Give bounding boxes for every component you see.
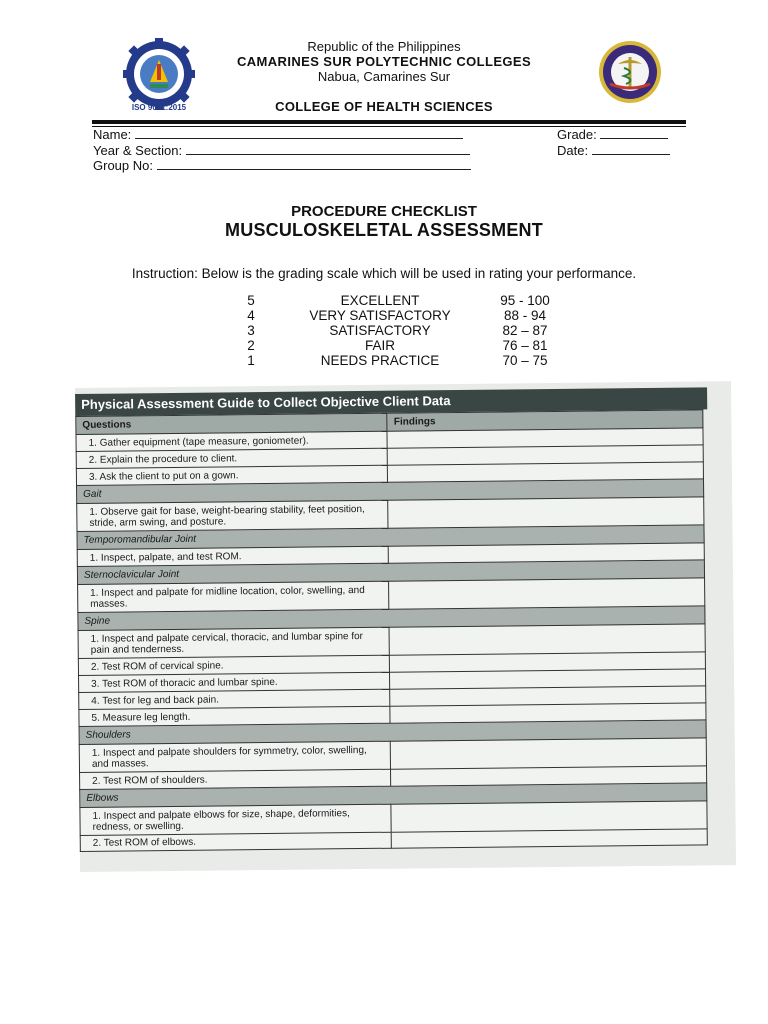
checklist-title: MUSCULOSKELETAL ASSESSMENT [225, 220, 543, 240]
guide-title: Physical Assessment Guide to Collect Objective Client Data [75, 387, 707, 416]
question-cell: 5. Measure leg length. [79, 706, 391, 726]
question-cell: 1. Inspect, palpate, and test ROM. [77, 546, 389, 566]
scale-range: 82 – 87 [502, 323, 548, 338]
findings-cell[interactable] [391, 801, 707, 832]
scale-range: 88 - 94 [503, 308, 547, 323]
checklist-subtitle: PROCEDURE CHECKLIST [291, 203, 477, 220]
group-line[interactable] [157, 158, 471, 170]
scale-label: NEEDS PRACTICE [320, 353, 440, 368]
group-field[interactable] [93, 158, 471, 173]
question-cell: 1. Gather equipment (tape measure, goniometer). [76, 431, 388, 451]
scale-label: EXCELLENT [340, 293, 420, 308]
findings-cell[interactable] [389, 624, 705, 655]
year-section-label: Year & Section: [93, 143, 183, 158]
scale-label: FAIR [364, 338, 395, 353]
grading-scale-row [0, 338, 768, 353]
iso-certification-label: ISO 9001:2015 [131, 103, 187, 112]
name-field[interactable] [93, 127, 463, 142]
findings-header: Findings [387, 410, 703, 431]
college-name: CAMARINES SUR POLYTECHNIC COLLEGES [236, 54, 532, 69]
grading-scale-row [0, 293, 768, 308]
date-label: Date: [557, 143, 589, 158]
scale-score: 3 [247, 323, 255, 338]
grade-line[interactable] [600, 127, 668, 139]
question-cell: 2. Explain the procedure to client. [76, 448, 388, 468]
question-cell: 4. Test for leg and back pain. [79, 689, 391, 709]
name-label: Name: [93, 127, 132, 142]
scale-label: VERY SATISFACTORY [309, 308, 451, 323]
instruction-text: Instruction: Below is the grading scale which will be used in rating your performance. [131, 266, 637, 281]
section-heading: Sternoclavicular Joint [77, 560, 704, 585]
republic-text: Republic of the Philippines [307, 39, 461, 54]
question-cell: 1. Inspect and palpate cervical, thoracic, and lumbar spine for pain and tenderness. [78, 627, 390, 658]
questions-header: Questions [76, 413, 388, 434]
year-section-line[interactable] [186, 143, 470, 155]
assessment-guide-scan [75, 381, 736, 872]
question-cell: 3. Ask the client to put on a gown. [76, 465, 388, 485]
date-field[interactable] [557, 143, 670, 158]
section-heading: Temporomandibular Joint [77, 525, 704, 550]
grade-field[interactable] [557, 127, 668, 142]
scale-score: 2 [247, 338, 255, 353]
question-cell: 3. Test ROM of thoracic and lumbar spine. [79, 672, 391, 692]
section-heading: Gait [77, 479, 704, 504]
scale-range: 76 – 81 [502, 338, 548, 353]
grading-scale-row [0, 323, 768, 338]
section-heading: Shoulders [79, 720, 706, 745]
scale-score: 1 [247, 353, 255, 368]
assessment-guide-table [75, 409, 708, 852]
question-cell: 2. Test ROM of elbows. [80, 832, 392, 851]
grade-label: Grade: [557, 127, 597, 142]
question-cell: 1. Inspect and palpate for midline location, color, swelling, and masses. [78, 581, 390, 612]
year-section-field[interactable] [93, 143, 470, 158]
name-line[interactable] [135, 127, 463, 139]
group-label: Group No: [93, 158, 153, 173]
question-cell: 2. Test ROM of shoulders. [80, 769, 392, 789]
question-cell: 1. Observe gait for base, weight-bearing stability, feet position, stride, arm swing, and posture. [77, 500, 389, 531]
question-cell: 1. Inspect and palpate elbows for size, shape, deformities, redness, or swelling. [80, 804, 392, 835]
question-cell: 1. Inspect and palpate shoulders for symmetry, color, swelling, and masses. [79, 741, 391, 772]
grading-scale-row [0, 308, 768, 323]
scale-score: 5 [247, 293, 255, 308]
scale-label: SATISFACTORY [329, 323, 431, 338]
scale-score: 4 [247, 308, 255, 323]
college-location: Nabua, Camarines Sur [317, 69, 451, 84]
header-divider [92, 120, 686, 124]
scale-range: 95 - 100 [500, 293, 550, 308]
findings-cell[interactable] [392, 829, 708, 848]
question-cell: 2. Test ROM of cervical spine. [78, 655, 390, 675]
findings-cell[interactable] [391, 738, 707, 769]
date-line[interactable] [592, 143, 670, 155]
department-name: COLLEGE OF HEALTH SCIENCES [275, 99, 493, 114]
findings-cell[interactable] [388, 497, 704, 528]
scale-range: 70 – 75 [502, 353, 548, 368]
section-heading: Spine [78, 606, 705, 631]
findings-cell[interactable] [389, 578, 705, 609]
grading-scale-row [0, 353, 768, 368]
section-heading: Elbows [80, 783, 707, 808]
